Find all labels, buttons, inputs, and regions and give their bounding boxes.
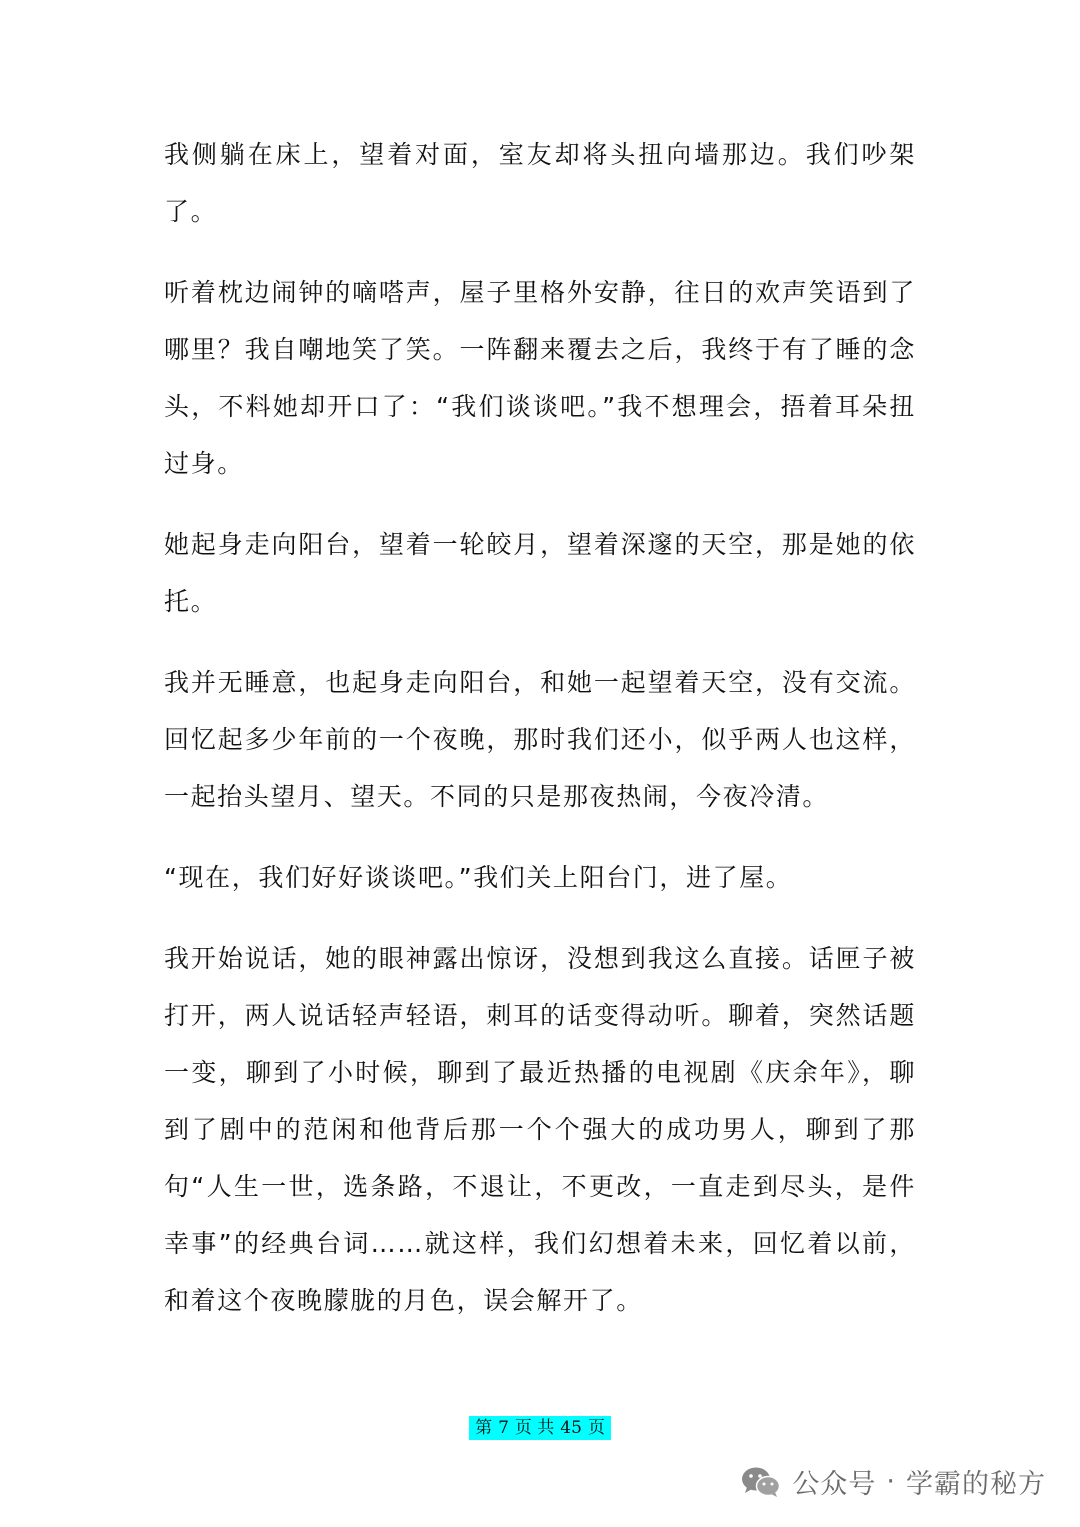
wechat-watermark: [740, 1462, 1046, 1501]
watermark-account-name: 学霸的秘方: [906, 1469, 1046, 1500]
page-suffix: 页: [587, 1418, 605, 1438]
page-mid-text: 页 共: [514, 1418, 555, 1438]
page-prefix: 第: [475, 1418, 493, 1438]
paragraph-5: “现在，我们好好谈谈吧。”我们关上阳台门，进了屋。: [164, 863, 793, 892]
current-page-number: 7: [498, 1418, 509, 1438]
watermark-label: 公众号: [792, 1469, 877, 1500]
page-footer: [0, 1416, 1080, 1440]
document-body: [164, 126, 916, 1353]
total-pages-number: 45: [560, 1418, 582, 1438]
watermark-separator: ·: [886, 1466, 896, 1497]
paragraph-2: 听着枕边闹钟的嘀嗒声，屋子里格外安静，往日的欢声笑语到了哪里？我自嘲地笑了笑。一阵翻来覆去之后，我终于有了睡的念头，不料她却开口了：“我们谈谈吧。”我不想理会，捂着耳朵扭过身。: [164, 278, 916, 478]
paragraph-6: 我开始说话，她的眼神露出惊讶，没想到我这么直接。话匣子被打开，两人说话轻声轻语，刺耳的话变得动听。聊着，突然话题一变，聊到了小时候，聊到了最近热播的电视剧《庆余年》，聊到了剧中的范闲和他背后那一个个强大的成功男人，聊到了那句“人生一世，选条路，不退让，不更改，一直走到尽头，是件幸事”的经典台词……就这样，我们幻想着未来，回忆着以前，和着这个夜晚朦胧的月色，误会解开了。: [164, 944, 916, 1315]
wechat-icon: [740, 1465, 782, 1499]
paragraph-4: 我并无睡意，也起身走向阳台，和她一起望着天空，没有交流。回忆起多少年前的一个夜晚，那时我们还小，似乎两人也这样，一起抬头望月、望天。不同的只是那夜热闹，今夜冷清。: [164, 668, 916, 811]
paragraph-1: 我侧躺在床上，望着对面，室友却将头扭向墙那边。我们吵架了。: [164, 140, 916, 226]
paragraph-3: 她起身走向阳台，望着一轮皎月，望着深邃的天空，那是她的依托。: [164, 530, 916, 616]
page-number-indicator: [469, 1416, 611, 1440]
